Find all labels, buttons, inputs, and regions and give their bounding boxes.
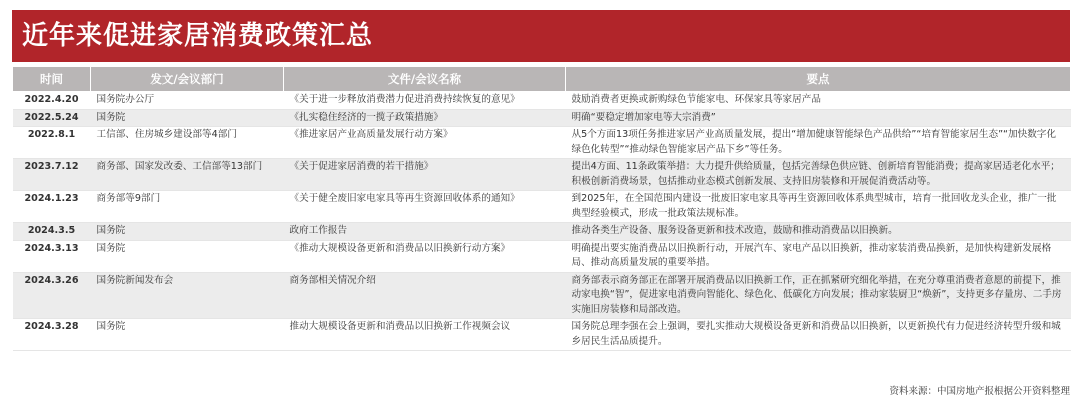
cell-date: 2024.3.26 xyxy=(13,272,91,319)
table-row xyxy=(13,223,1071,241)
cell-document: 推动大规模设备更新和消费品以旧换新工作视频会议 xyxy=(284,319,566,351)
cell-document: 《推动大规模设备更新和消费品以旧换新行动方案》 xyxy=(284,240,566,272)
cell-document: 《关于进一步释放消费潜力促进消费持续恢复的意见》 xyxy=(284,92,566,110)
cell-key-points: 提出4方面、11条政策举措：大力提升供给质量，包括完善绿色供应链、创新培育智能消费；提高家居适老化水平；积极创新消费场景，包括推动业态模式创新发展、支持旧房装修和开展促消费活动等。 xyxy=(566,159,1071,191)
cell-key-points: 商务部表示商务部正在部署开展消费品以旧换新工作，正在抓紧研究细化举措，在充分尊重消费者意愿的前提下，推动家电换“智”，促进家电消费向智能化、绿色化、低碳化方向发展；推动家装厨卫“焕新”，支持更多存量房、二手房实施旧房装修和局部改造。 xyxy=(566,272,1071,319)
cell-department: 商务部等9部门 xyxy=(91,191,284,223)
cell-department: 国务院新闻发布会 xyxy=(91,272,284,319)
cell-date: 2022.4.20 xyxy=(13,92,91,110)
cell-department: 商务部、国家发改委、工信部等13部门 xyxy=(91,159,284,191)
page-title: 近年来促进家居消费政策汇总 xyxy=(12,10,1070,62)
cell-date: 2024.1.23 xyxy=(13,191,91,223)
table-row xyxy=(13,240,1071,272)
table-row xyxy=(13,272,1071,319)
source-note: 资料来源：中国房地产报根据公开资料整理 xyxy=(889,386,1070,397)
cell-key-points: 推动各类生产设备、服务设备更新和技术改造，鼓励和推动消费品以旧换新。 xyxy=(566,223,1071,241)
header-date: 时间 xyxy=(13,67,91,92)
table-row xyxy=(13,159,1071,191)
header-department: 发文/会议部门 xyxy=(91,67,284,92)
header-key-points: 要点 xyxy=(566,67,1071,92)
policy-table xyxy=(12,66,1071,351)
table-row xyxy=(13,319,1071,351)
table-row xyxy=(13,109,1071,127)
cell-document: 《关于健全废旧家电家具等再生资源回收体系的通知》 xyxy=(284,191,566,223)
cell-department: 国务院 xyxy=(91,240,284,272)
table-row xyxy=(13,92,1071,110)
table-row xyxy=(13,127,1071,159)
cell-date: 2024.3.28 xyxy=(13,319,91,351)
cell-document: 政府工作报告 xyxy=(284,223,566,241)
cell-document: 商务部相关情况介绍 xyxy=(284,272,566,319)
cell-date: 2022.5.24 xyxy=(13,109,91,127)
cell-key-points: 到2025年，在全国范围内建设一批废旧家电家具等再生资源回收体系典型城市，培育一批回收龙头企业，推广一批典型经验模式，形成一批政策法规标准。 xyxy=(566,191,1071,223)
header-document: 文件/会议名称 xyxy=(284,67,566,92)
cell-department: 工信部、住房城乡建设部等4部门 xyxy=(91,127,284,159)
cell-date: 2024.3.13 xyxy=(13,240,91,272)
cell-document: 《扎实稳住经济的一揽子政策措施》 xyxy=(284,109,566,127)
cell-key-points: 国务院总理李强在会上强调，要扎实推动大规模设备更新和消费品以旧换新，以更新换代有力促进经济转型升级和城乡居民生活品质提升。 xyxy=(566,319,1071,351)
cell-date: 2024.3.5 xyxy=(13,223,91,241)
table-header-row xyxy=(13,67,1071,92)
cell-department: 国务院 xyxy=(91,109,284,127)
cell-department: 国务院办公厅 xyxy=(91,92,284,110)
cell-key-points: 鼓励消费者更换或新购绿色节能家电、环保家具等家居产品 xyxy=(566,92,1071,110)
cell-department: 国务院 xyxy=(91,319,284,351)
cell-document: 《推进家居产业高质量发展行动方案》 xyxy=(284,127,566,159)
cell-key-points: 明确提出要实施消费品以旧换新行动，开展汽车、家电产品以旧换新，推动家装消费品换新，是加快构建新发展格局、推动高质量发展的重要举措。 xyxy=(566,240,1071,272)
cell-department: 国务院 xyxy=(91,223,284,241)
table-row xyxy=(13,191,1071,223)
cell-date: 2023.7.12 xyxy=(13,159,91,191)
cell-key-points: 从5个方面13项任务推进家居产业高质量发展，提出“增加健康智能绿色产品供给”“培育智能家居生态”“加快数字化绿色化转型”“推动绿色智能家居产品下乡”等任务。 xyxy=(566,127,1071,159)
cell-document: 《关于促进家居消费的若干措施》 xyxy=(284,159,566,191)
cell-key-points: 明确“要稳定增加家电等大宗消费” xyxy=(566,109,1071,127)
cell-date: 2022.8.1 xyxy=(13,127,91,159)
